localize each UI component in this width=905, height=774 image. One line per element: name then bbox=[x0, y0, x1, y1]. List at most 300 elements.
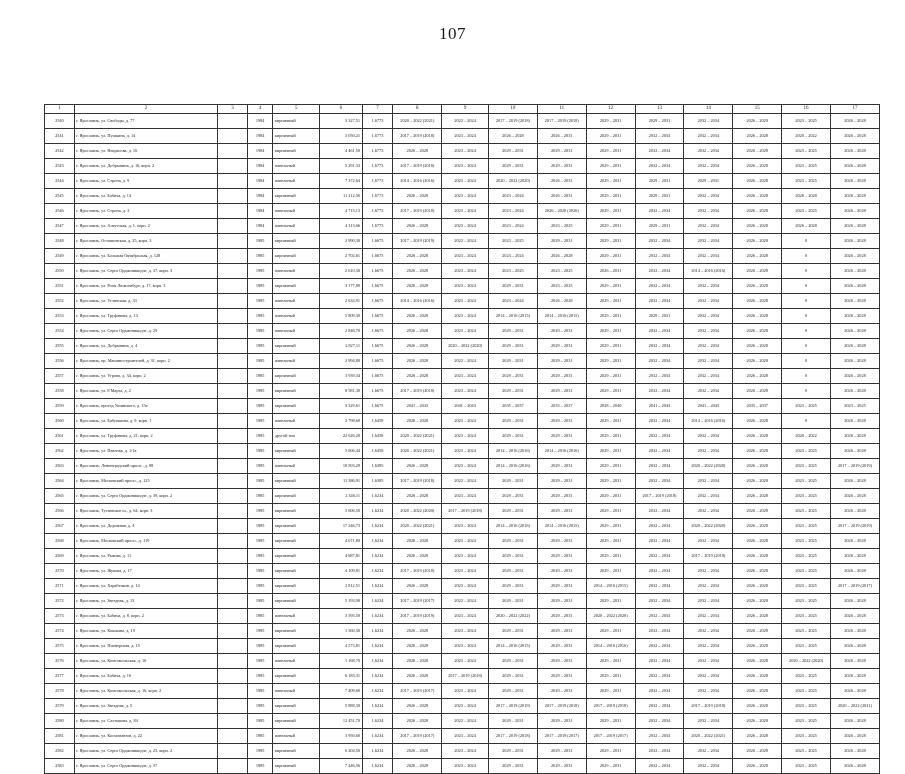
table-cell: 2014 – 2016 (2016) bbox=[684, 264, 733, 279]
table-row bbox=[45, 129, 880, 144]
table-cell: 2026 – 2029 bbox=[733, 114, 782, 129]
table-cell: 1985 bbox=[247, 459, 272, 474]
table-cell: 2017 – 2019 (2018) bbox=[393, 384, 442, 399]
table-cell: 2026 – 2028 bbox=[733, 279, 782, 294]
table-cell: 2023 – 2025 bbox=[488, 234, 537, 249]
table-cell: 2032 – 2034 bbox=[635, 249, 684, 264]
table-cell: 2023 – 2024 bbox=[442, 324, 489, 339]
table-cell: 1985 bbox=[247, 324, 272, 339]
table-cell: 2029 – 2031 bbox=[586, 504, 635, 519]
table-cell: 2546 bbox=[45, 204, 75, 219]
table-cell: 2032 – 2034 bbox=[684, 444, 733, 459]
table-cell: 0 bbox=[782, 369, 831, 384]
table-cell: г. Ярославль, Московский просп., д. 119 bbox=[74, 534, 217, 549]
table-cell: 2583 bbox=[45, 759, 75, 774]
table-cell: 2041 – 2043 bbox=[684, 399, 733, 414]
table-cell: 0 bbox=[782, 234, 831, 249]
table-cell: 2029 – 2031 bbox=[586, 654, 635, 669]
table-cell: 2029 – 2031 bbox=[488, 594, 537, 609]
table-row bbox=[45, 309, 880, 324]
table-row bbox=[45, 234, 880, 249]
table-cell: 0 bbox=[782, 354, 831, 369]
table-cell: 2029 – 2031 bbox=[537, 354, 586, 369]
table-cell: 2029 – 2031 bbox=[488, 744, 537, 759]
table-cell: 2014 – 2016 (2016) bbox=[488, 519, 537, 534]
table-cell: 2023 – 2025 bbox=[782, 549, 831, 564]
table-cell bbox=[218, 414, 248, 429]
table-cell: 1984 bbox=[247, 159, 272, 174]
table-cell: 2029 – 2031 bbox=[488, 414, 537, 429]
table-cell: 2548 bbox=[45, 234, 75, 249]
table-cell: 2017 – 2019 (2019) bbox=[393, 234, 442, 249]
table-cell: 2023 – 2025 bbox=[782, 609, 831, 624]
table-cell: 2023 – 2025 bbox=[488, 264, 537, 279]
table-cell: 2026 – 2028 bbox=[393, 744, 442, 759]
table-cell: 2029 – 2031 bbox=[586, 129, 635, 144]
table-cell bbox=[218, 309, 248, 324]
table-cell: 2026 – 2028 bbox=[393, 309, 442, 324]
table-row bbox=[45, 369, 880, 384]
table-cell: кирпичный bbox=[273, 489, 320, 504]
table-cell: 2026 – 2031 bbox=[537, 174, 586, 189]
table-cell: г. Ярославль, ул. Строна, д. 9 bbox=[74, 174, 217, 189]
table-cell: 2014 – 2016 (2016) bbox=[393, 174, 442, 189]
table-cell: 1,6234 bbox=[362, 669, 393, 684]
table-cell: 2017 – 2019 (2018) bbox=[488, 729, 537, 744]
table-cell bbox=[218, 549, 248, 564]
table-cell bbox=[218, 519, 248, 534]
table-cell: 2026 – 2028 bbox=[733, 534, 782, 549]
table-cell: 2023 – 2025 bbox=[782, 699, 831, 714]
table-cell: 2023 – 2025 bbox=[830, 399, 879, 414]
table-cell: 2026 – 2028 bbox=[830, 189, 879, 204]
table-cell: 2026 – 2028 bbox=[393, 624, 442, 639]
table-cell: панельный bbox=[273, 174, 320, 189]
table-cell: 2026 – 2028 bbox=[830, 159, 879, 174]
table-row bbox=[45, 729, 880, 744]
table-cell: 2026 – 2028 bbox=[830, 729, 879, 744]
table-cell: 2026 – 2028 bbox=[733, 384, 782, 399]
table-cell: 2029 – 2031 bbox=[586, 204, 635, 219]
table-cell: 2020 – 2022 (2022) bbox=[488, 609, 537, 624]
table-cell: г. Ярославль, ул. Звездная, д. 13 bbox=[74, 594, 217, 609]
table-cell: 2029 – 2031 bbox=[488, 429, 537, 444]
table-cell: 2020 – 2022 (2021) bbox=[393, 444, 442, 459]
table-cell: кирпичный bbox=[273, 444, 320, 459]
table-cell: 2026 – 2028 bbox=[830, 369, 879, 384]
table-cell: 2029 – 2031 bbox=[537, 564, 586, 579]
table-cell: 2026 – 2028 bbox=[830, 534, 879, 549]
table-cell: 2032 – 2034 bbox=[635, 594, 684, 609]
table-cell: 2026 – 2028 bbox=[830, 744, 879, 759]
table-cell: 2023 – 2024 bbox=[442, 729, 489, 744]
table-cell: 2020 – 2022 (2021) bbox=[393, 114, 442, 129]
table-cell: 2029 – 2031 bbox=[537, 234, 586, 249]
table-cell: 1984 bbox=[247, 174, 272, 189]
table-cell: панельный bbox=[273, 159, 320, 174]
table-cell: 2026 – 2028 bbox=[733, 624, 782, 639]
table-cell: 2023 – 2025 bbox=[782, 204, 831, 219]
table-cell: г. Ярославль, Московский просп., д. 125 bbox=[74, 474, 217, 489]
table-cell: 2026 – 2028 bbox=[830, 219, 879, 234]
table-cell: г. Ярославль, ул. Строна, д. 3 bbox=[74, 204, 217, 219]
table-cell: 2035 – 2037 bbox=[488, 399, 537, 414]
table-cell: 2029 – 2031 bbox=[537, 369, 586, 384]
table-cell: 2023 – 2025 bbox=[782, 639, 831, 654]
table-cell: г. Ярославль, проезд Ушинского, д. 15а bbox=[74, 399, 217, 414]
table-cell: 2023 – 2024 bbox=[442, 144, 489, 159]
table-row bbox=[45, 639, 880, 654]
table-cell: 2026 – 2028 bbox=[830, 354, 879, 369]
table-cell: г. Ярославль, ул. Дорожная, д. 4 bbox=[74, 519, 217, 534]
table-cell: 2029 – 2031 bbox=[586, 684, 635, 699]
table-row bbox=[45, 744, 880, 759]
table-cell: 1985 bbox=[247, 699, 272, 714]
table-cell: 2032 – 2034 bbox=[684, 204, 733, 219]
table-row bbox=[45, 339, 880, 354]
table-cell: 2029 – 2031 bbox=[488, 354, 537, 369]
table-cell: 2017 – 2019 (2019) bbox=[488, 699, 537, 714]
table-cell: 1,6234 bbox=[362, 519, 393, 534]
table-row bbox=[45, 354, 880, 369]
table-cell: 2026 – 2028 bbox=[733, 519, 782, 534]
table-cell: 2023 – 2024 bbox=[442, 474, 489, 489]
table-cell: 2032 – 2034 bbox=[684, 339, 733, 354]
table-cell: 2023 – 2025 bbox=[782, 114, 831, 129]
table-cell: 2026 – 2028 bbox=[393, 579, 442, 594]
column-number-cell: 13 bbox=[635, 105, 684, 114]
table-cell: 2017 – 2019 (2018) bbox=[393, 204, 442, 219]
table-cell: 7 446,56 bbox=[320, 759, 362, 774]
table-cell: 2023 – 2025 bbox=[782, 594, 831, 609]
table-cell: 1,6458 bbox=[362, 444, 393, 459]
column-number-cell: 5 bbox=[273, 105, 320, 114]
table-cell: 2017 – 2019 (2018) bbox=[488, 114, 537, 129]
table-cell: 0 bbox=[782, 384, 831, 399]
table-cell: 2032 – 2034 bbox=[635, 519, 684, 534]
table-cell: 2017 – 2019 (2017) bbox=[586, 729, 635, 744]
table-cell: 7 372,64 bbox=[320, 174, 362, 189]
table-cell bbox=[218, 114, 248, 129]
table-cell: 2029 – 2031 bbox=[586, 564, 635, 579]
table-cell: 1985 bbox=[247, 309, 272, 324]
table-row bbox=[45, 684, 880, 699]
table-cell: 2014 – 2016 (2016) bbox=[488, 444, 537, 459]
table-cell: 2026 – 2028 bbox=[830, 564, 879, 579]
table-cell: 2026 – 2028 bbox=[733, 129, 782, 144]
table-cell bbox=[218, 129, 248, 144]
table-cell: 2029 – 2031 bbox=[488, 324, 537, 339]
table-cell: кирпичный bbox=[273, 564, 320, 579]
column-number-cell: 2 bbox=[74, 105, 217, 114]
table-cell: 2023 – 2025 bbox=[782, 399, 831, 414]
table-cell: 2023 – 2024 bbox=[442, 714, 489, 729]
table-cell: 1985 bbox=[247, 549, 272, 564]
table-cell: 4 671,80 bbox=[320, 534, 362, 549]
table-cell: 2026 – 2028 bbox=[830, 384, 879, 399]
table-cell: 2029 – 2031 bbox=[537, 744, 586, 759]
table-cell: 5 606,50 bbox=[320, 504, 362, 519]
table-cell: 2032 – 2034 bbox=[684, 609, 733, 624]
table-cell: 2017 – 2019 (2017) bbox=[393, 729, 442, 744]
table-cell: 2041 – 2043 bbox=[442, 399, 489, 414]
table-cell: 1,6675 bbox=[362, 369, 393, 384]
column-number-cell: 10 bbox=[488, 105, 537, 114]
table-cell: 5 291,33 bbox=[320, 159, 362, 174]
table-cell: г. Ярославль, ул. Космонавтов, д. 22 bbox=[74, 729, 217, 744]
table-cell: г. Ярославль, ул. Труфанова, д. 13 bbox=[74, 309, 217, 324]
table-cell: 2029 – 2031 bbox=[537, 624, 586, 639]
column-number-cell: 9 bbox=[442, 105, 489, 114]
table-cell: 2029 – 2031 bbox=[537, 594, 586, 609]
table-cell: 2023 – 2024 bbox=[442, 534, 489, 549]
table-row bbox=[45, 384, 880, 399]
table-cell: кирпичный bbox=[273, 399, 320, 414]
table-cell: 2032 – 2034 bbox=[635, 759, 684, 774]
table-cell: 2032 – 2034 bbox=[635, 279, 684, 294]
table-cell: 2026 – 2028 bbox=[537, 294, 586, 309]
table-cell: 3 595,50 bbox=[320, 609, 362, 624]
table-cell: 2041 – 2043 bbox=[393, 399, 442, 414]
table-cell: 2023 – 2025 bbox=[782, 759, 831, 774]
table-cell: 1,6675 bbox=[362, 324, 393, 339]
table-cell: 2023 – 2024 bbox=[442, 594, 489, 609]
table-cell: 2573 bbox=[45, 609, 75, 624]
table-cell: 2032 – 2034 bbox=[635, 669, 684, 684]
table-cell: 2026 – 2028 bbox=[830, 714, 879, 729]
table-cell: 11 386,91 bbox=[320, 474, 362, 489]
table-cell: 2020 – 2022 (2020) bbox=[393, 504, 442, 519]
table-cell: панельный bbox=[273, 414, 320, 429]
table-cell: 1984 bbox=[247, 219, 272, 234]
table-cell: 2032 – 2034 bbox=[684, 144, 733, 159]
table-cell: 2023 – 2025 bbox=[782, 534, 831, 549]
table-cell: 2029 – 2031 bbox=[537, 489, 586, 504]
table-cell: кирпичный bbox=[273, 189, 320, 204]
table-cell bbox=[218, 594, 248, 609]
table-cell: 2026 – 2028 bbox=[733, 684, 782, 699]
table-cell: 2032 – 2034 bbox=[635, 714, 684, 729]
table-cell: 1985 bbox=[247, 654, 272, 669]
table-cell: 2547 bbox=[45, 219, 75, 234]
table-cell: 2020 – 2022 (2020) bbox=[684, 519, 733, 534]
table-cell: 2026 – 2028 bbox=[830, 624, 879, 639]
table-cell: 2026 – 2028 bbox=[830, 414, 879, 429]
table-cell: 2560 bbox=[45, 414, 75, 429]
table-row bbox=[45, 459, 880, 474]
table-cell: 0 bbox=[782, 294, 831, 309]
table-cell: 2032 – 2034 bbox=[635, 354, 684, 369]
table-cell: кирпичный bbox=[273, 639, 320, 654]
table-cell: 2029 – 2031 bbox=[586, 414, 635, 429]
table-cell: 2023 – 2024 bbox=[442, 354, 489, 369]
table-cell: 2023 – 2025 bbox=[782, 174, 831, 189]
table-cell: 2552 bbox=[45, 294, 75, 309]
table-cell: 2023 – 2025 bbox=[537, 264, 586, 279]
table-row bbox=[45, 699, 880, 714]
table-cell bbox=[218, 669, 248, 684]
table-cell: 2032 – 2034 bbox=[684, 504, 733, 519]
table-cell: г. Ярославль, ул. Угличская, д. 33 bbox=[74, 294, 217, 309]
table-cell: 2 798,60 bbox=[320, 414, 362, 429]
table-cell: 2026 – 2028 bbox=[733, 294, 782, 309]
table-cell: 2032 – 2034 bbox=[684, 384, 733, 399]
table-cell: 2026 – 2028 bbox=[830, 429, 879, 444]
table-cell: 2017 – 2019 (2018) bbox=[442, 669, 489, 684]
table-cell: 2026 – 2028 bbox=[733, 759, 782, 774]
table-cell: 2032 – 2034 bbox=[635, 564, 684, 579]
table-cell: 2032 – 2034 bbox=[635, 294, 684, 309]
table-cell: 1985 bbox=[247, 489, 272, 504]
table-cell: 2029 – 2031 bbox=[488, 684, 537, 699]
table-cell: 2026 – 2028 bbox=[393, 669, 442, 684]
table-row bbox=[45, 534, 880, 549]
table-cell: 2026 – 2028 bbox=[733, 564, 782, 579]
table-cell: 2023 – 2024 bbox=[488, 249, 537, 264]
table-cell: 2023 – 2025 bbox=[782, 579, 831, 594]
table-row bbox=[45, 324, 880, 339]
table-row bbox=[45, 609, 880, 624]
table-cell: 0 bbox=[782, 324, 831, 339]
table-cell: 2026 – 2028 bbox=[393, 414, 442, 429]
table-cell: 2026 – 2028 bbox=[830, 309, 879, 324]
table-cell: 1,6675 bbox=[362, 339, 393, 354]
table-cell: 1984 bbox=[247, 114, 272, 129]
table-cell: 2029 – 2031 bbox=[684, 174, 733, 189]
table-cell: 2026 – 2028 bbox=[488, 129, 537, 144]
table-cell: г. Ярославль, ул. Харабтиков, д. 14 bbox=[74, 579, 217, 594]
table-cell: 2550 bbox=[45, 264, 75, 279]
table-cell: 2026 – 2028 bbox=[830, 324, 879, 339]
table-cell: г. Ярославль, ул. Серго Орджоникидзе, д. 37, корп. 3 bbox=[74, 264, 217, 279]
table-cell: 2029 – 2031 bbox=[488, 564, 537, 579]
table-cell: 2014 – 2016 (2016) bbox=[684, 414, 733, 429]
table-cell: 2029 – 2031 bbox=[586, 714, 635, 729]
table-cell bbox=[218, 534, 248, 549]
table-cell: 2026 – 2028 bbox=[830, 639, 879, 654]
table-cell: 2023 – 2024 bbox=[442, 414, 489, 429]
table-cell: 1985 bbox=[247, 339, 272, 354]
table-cell bbox=[218, 624, 248, 639]
table-cell: 2026 – 2028 bbox=[393, 219, 442, 234]
table-cell: кирпичный bbox=[273, 759, 320, 774]
table-cell: г. Ярославль, ул. Звездная, д. 5 bbox=[74, 699, 217, 714]
table-cell: 2 812,51 bbox=[320, 579, 362, 594]
table-cell: 2026 – 2028 bbox=[733, 189, 782, 204]
table-cell: 2543 bbox=[45, 159, 75, 174]
table-cell: г. Ярославль, Осташинская, д. 25, корп. 3 bbox=[74, 234, 217, 249]
table-row bbox=[45, 594, 880, 609]
table-cell: 2026 – 2028 bbox=[733, 354, 782, 369]
table-cell: 1985 bbox=[247, 249, 272, 264]
table-cell: 2023 – 2024 bbox=[442, 234, 489, 249]
table-cell: г. Ярославль, ул. Серго Орджоникидзе, д. 39, корп. 2 bbox=[74, 489, 217, 504]
column-number-cell: 17 bbox=[830, 105, 879, 114]
table-cell: 2029 – 2031 bbox=[586, 249, 635, 264]
table-cell: 2578 bbox=[45, 684, 75, 699]
table-cell: 2555 bbox=[45, 339, 75, 354]
table-cell: 1,6773 bbox=[362, 159, 393, 174]
table-cell bbox=[218, 324, 248, 339]
table-cell: 2029 – 2031 bbox=[537, 654, 586, 669]
table-cell: 1985 bbox=[247, 534, 272, 549]
table-cell: 1,6773 bbox=[362, 129, 393, 144]
table-cell: 2026 – 2031 bbox=[537, 189, 586, 204]
table-cell: 2029 – 2031 bbox=[537, 459, 586, 474]
table-cell: 2029 – 2031 bbox=[488, 369, 537, 384]
table-cell: г. Ярославль, ул. Труфанова, д. 21, корп. 2 bbox=[74, 429, 217, 444]
table-cell bbox=[218, 204, 248, 219]
table-cell: 2026 – 2028 bbox=[830, 489, 879, 504]
table-cell: 12 451,70 bbox=[320, 714, 362, 729]
table-cell: 4 109,81 bbox=[320, 564, 362, 579]
table-cell: 1,6773 bbox=[362, 114, 393, 129]
table-cell: 2026 – 2028 bbox=[733, 174, 782, 189]
table-row bbox=[45, 504, 880, 519]
table-cell: панельный bbox=[273, 729, 320, 744]
table-cell: 22 626,20 bbox=[320, 429, 362, 444]
table-cell: 17 246,73 bbox=[320, 519, 362, 534]
table-cell: 1,6234 bbox=[362, 714, 393, 729]
table-cell: 4 461,50 bbox=[320, 144, 362, 159]
table-cell: 2023 – 2024 bbox=[442, 174, 489, 189]
table-cell: 1,6385 bbox=[362, 459, 393, 474]
table-cell: 2026 – 2028 bbox=[830, 114, 879, 129]
table-cell: 2026 – 2028 bbox=[830, 654, 879, 669]
table-cell: 1,6675 bbox=[362, 354, 393, 369]
table-cell: 7 409,60 bbox=[320, 684, 362, 699]
table-cell: 2032 – 2034 bbox=[684, 249, 733, 264]
table-cell: 1,6675 bbox=[362, 399, 393, 414]
table-cell: панельный bbox=[273, 309, 320, 324]
table-cell: 2032 – 2034 bbox=[635, 699, 684, 714]
table-cell: 1,6234 bbox=[362, 639, 393, 654]
table-cell: 2026 – 2028 bbox=[733, 609, 782, 624]
table-cell: 2026 – 2028 bbox=[830, 684, 879, 699]
table-cell: 2020 – 2022 (2020) bbox=[586, 609, 635, 624]
table-cell: 2 994,80 bbox=[320, 354, 362, 369]
table-cell: 2023 – 2025 bbox=[782, 444, 831, 459]
table-cell: 1985 bbox=[247, 504, 272, 519]
table-cell: 2026 – 2028 bbox=[393, 144, 442, 159]
table-cell: 2026 – 2028 bbox=[830, 759, 879, 774]
table-cell: 3 939,34 bbox=[320, 369, 362, 384]
table-cell: 2032 – 2034 bbox=[635, 144, 684, 159]
table-cell: 2571 bbox=[45, 579, 75, 594]
table-cell: 2017 – 2019 (2018) bbox=[684, 699, 733, 714]
table-cell: 2026 – 2028 bbox=[733, 444, 782, 459]
table-cell: 2026 – 2028 bbox=[393, 549, 442, 564]
table-cell: 2026 – 2028 bbox=[733, 504, 782, 519]
table-cell: 2026 – 2028 bbox=[830, 234, 879, 249]
table-cell: 1,6234 bbox=[362, 549, 393, 564]
table-cell bbox=[218, 429, 248, 444]
table-cell: 2017 – 2019 (2019) bbox=[393, 609, 442, 624]
table-cell: 2032 – 2034 bbox=[635, 369, 684, 384]
table-cell: 2023 – 2024 bbox=[442, 429, 489, 444]
table-cell: 2023 – 2025 bbox=[782, 504, 831, 519]
table-cell: 2559 bbox=[45, 399, 75, 414]
column-number-cell: 7 bbox=[362, 105, 393, 114]
table-cell: 2032 – 2034 bbox=[684, 564, 733, 579]
table-cell: 2032 – 2034 bbox=[635, 684, 684, 699]
table-cell: 2029 – 2031 bbox=[537, 549, 586, 564]
table-cell: 2026 – 2028 bbox=[830, 204, 879, 219]
table-cell: 1,6234 bbox=[362, 579, 393, 594]
table-cell: 1,6385 bbox=[362, 474, 393, 489]
table-cell: 2023 – 2024 bbox=[488, 219, 537, 234]
table-cell: 1985 bbox=[247, 684, 272, 699]
